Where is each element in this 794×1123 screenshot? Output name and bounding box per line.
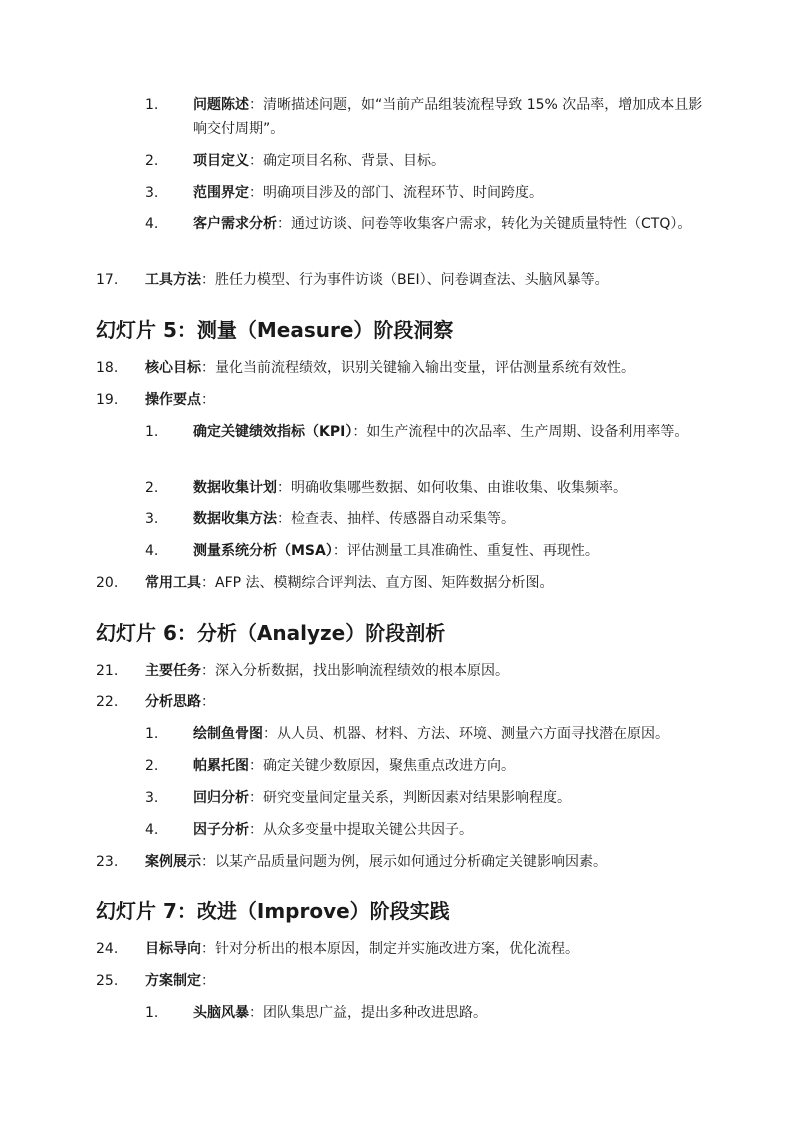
list-number: 3. [145, 790, 159, 806]
list-text: 常用工具：AFP 法、模糊综合评判法、直方图、矩阵数据分析图。 [145, 575, 554, 591]
section-heading: 幻灯片 5：测量（Measure）阶段洞察 [96, 318, 454, 342]
list-text: 工具方法：胜任力模型、行为事件访谈（BEI）、问卷调查法、头脑风暴等。 [145, 272, 609, 288]
list-number: 24. [96, 941, 119, 957]
list-number: 3. [145, 511, 159, 527]
list-text: 因子分析：从众多变量中提取关键公共因子。 [193, 822, 473, 838]
list-text: 数据收集计划：明确收集哪些数据、如何收集、由谁收集、收集频率。 [193, 480, 627, 496]
list-number: 25. [96, 973, 119, 989]
list-text: 帕累托图：确定关键少数原因，聚焦重点改进方向。 [193, 758, 515, 774]
list-text: 主要任务：深入分析数据，找出影响流程绩效的根本原因。 [145, 663, 509, 679]
list-number: 4. [145, 216, 159, 232]
list-text: 头脑风暴：团队集思广益，提出多种改进思路。 [193, 1005, 487, 1021]
list-text: 回归分析：研究变量间定量关系，判断因素对结果影响程度。 [193, 790, 571, 806]
list-text: 案例展示：以某产品质量问题为例，展示如何通过分析确定关键影响因素。 [145, 854, 607, 870]
list-number: 21. [96, 663, 119, 679]
list-text: 客户需求分析：通过访谈、问卷等收集客户需求，转化为关键质量特性（CTQ）。 [193, 216, 692, 232]
list-text: 核心目标：量化当前流程绩效，识别关键输入输出变量，评估测量系统有效性。 [145, 360, 635, 376]
list-number: 18. [96, 360, 119, 376]
list-number: 20. [96, 575, 119, 591]
list-text: 数据收集方法：检查表、抽样、传感器自动采集等。 [193, 511, 515, 527]
list-number: 1. [145, 1005, 159, 1021]
list-number: 2. [145, 480, 159, 496]
list-text: 确定关键绩效指标（KPI）：如生产流程中的次品率、生产周期、设备利用率等。 [193, 424, 689, 440]
list-text: 测量系统分析（MSA）：评估测量工具准确性、重复性、再现性。 [193, 543, 599, 559]
list-text: 方案制定： [145, 973, 215, 989]
list-text: 目标导向：针对分析出的根本原因，制定并实施改进方案，优化流程。 [145, 941, 579, 957]
list-number: 1. [145, 424, 159, 440]
list-text: 绘制鱼骨图：从人员、机器、材料、方法、环境、测量六方面寻找潜在原因。 [193, 726, 669, 742]
section-heading: 幻灯片 7：改进（Improve）阶段实践 [96, 899, 450, 923]
list-text: 问题陈述：清晰描述问题，如“当前产品组装流程导致 15% 次品率，增加成本且影响交付周期”。 [193, 97, 703, 137]
list-number: 2. [145, 758, 159, 774]
list-number: 3. [145, 185, 159, 201]
section-heading: 幻灯片 6：分析（Analyze）阶段剖析 [96, 621, 446, 645]
list-text: 范围界定：明确项目涉及的部门、流程环节、时间跨度。 [193, 185, 543, 201]
list-number: 22. [96, 694, 119, 710]
list-number: 19. [96, 392, 119, 408]
list-number: 1. [145, 726, 159, 742]
list-text: 分析思路： [145, 694, 215, 710]
list-number: 23. [96, 854, 119, 870]
list-number: 17. [96, 272, 119, 288]
list-number: 2. [145, 153, 159, 169]
list-number: 4. [145, 822, 159, 838]
list-number: 4. [145, 543, 159, 559]
list-number: 1. [145, 97, 159, 113]
list-text: 项目定义：确定项目名称、背景、目标。 [193, 153, 445, 169]
list-text: 操作要点： [145, 392, 215, 408]
